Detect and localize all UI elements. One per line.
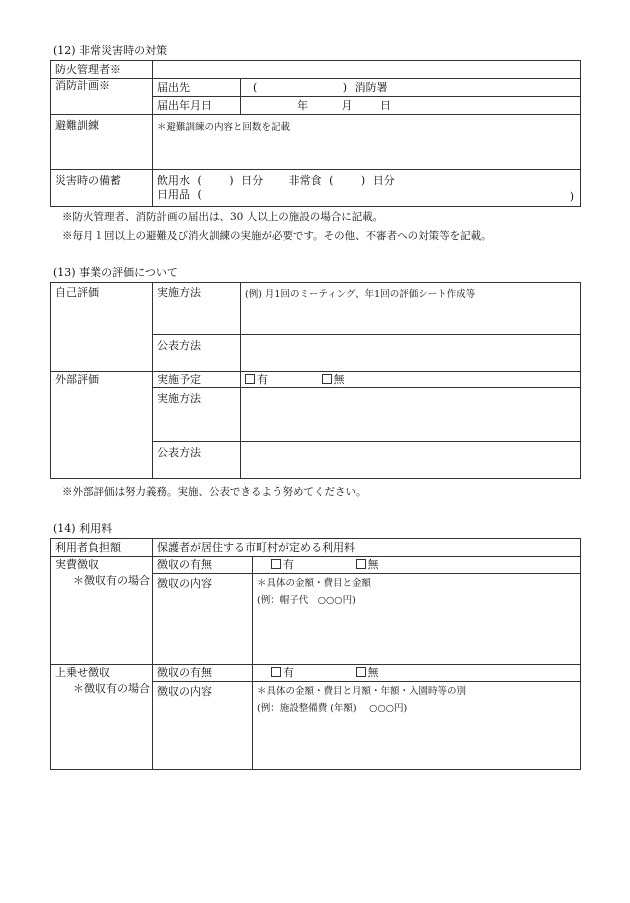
section-13-heading: (13) 事業の評価について bbox=[53, 266, 178, 279]
self-eval-label: 自己評価 bbox=[51, 283, 153, 372]
section-14-heading: (14) 利用料 bbox=[53, 522, 113, 535]
fire-manager-field[interactable] bbox=[153, 61, 581, 79]
extra-flag-label: 徴収の有無 bbox=[153, 665, 253, 682]
notify-to-label: 届出先 bbox=[153, 79, 241, 97]
plan-yes-checkbox[interactable] bbox=[245, 374, 255, 384]
notify-to-field[interactable]: ( ) 消防署 bbox=[241, 79, 581, 97]
actual-flag-label: 徴収の有無 bbox=[153, 557, 253, 574]
fire-plan-label: 消防計画※ bbox=[51, 79, 153, 115]
notify-date-label: 届出年月日 bbox=[153, 97, 241, 115]
ext-plan-field: 有 無 bbox=[241, 372, 581, 388]
extra-content-label: 徴収の内容 bbox=[153, 682, 253, 770]
disaster-table bbox=[50, 60, 581, 207]
drill-label: 避難訓練 bbox=[51, 115, 153, 170]
ext-eval-label: 外部評価 bbox=[51, 372, 153, 479]
actual-content-label: 徴収の内容 bbox=[153, 574, 253, 665]
ext-method-label: 実施方法 bbox=[153, 388, 241, 442]
method-example: (例) 月1回のミーティング、年1回の評価シート作成等 bbox=[245, 289, 476, 300]
actual-no-checkbox[interactable] bbox=[356, 559, 366, 569]
extra-content-field[interactable]: ＊具体の金額・費目と月額・年額・入園時等の別 (例：施設整備費 (年額) ○○○円) bbox=[253, 682, 581, 770]
user-burden-value: 保護者が居住する市町村が定める利用料 bbox=[153, 539, 581, 557]
notify-date-field[interactable]: 年 月 日 bbox=[241, 97, 581, 115]
self-method-field[interactable] bbox=[241, 283, 581, 335]
section-13-note: ※外部評価は努力義務。実施、公表できるよう努めてください。 bbox=[62, 486, 367, 498]
actual-flag-field: 有 無 bbox=[253, 557, 581, 574]
plan-no-checkbox[interactable] bbox=[322, 374, 332, 384]
stock-field[interactable]: 飲用水 ( ) 日分 非常食 ( ) 日分 日用品 ( ) bbox=[153, 170, 581, 207]
user-burden-label: 利用者負担額 bbox=[51, 539, 153, 557]
drill-field[interactable] bbox=[153, 115, 581, 170]
actual-cost-cell: 実費徴収 ＊徴収有の場合 bbox=[51, 557, 153, 665]
drill-hint: ＊避難訓練の内容と回数を記載 bbox=[157, 122, 291, 133]
fire-manager-label: 防火管理者※ bbox=[51, 61, 153, 79]
evaluation-table bbox=[50, 282, 581, 479]
fee-table bbox=[50, 538, 581, 770]
self-publish-field[interactable] bbox=[241, 335, 581, 372]
ext-publish-field[interactable] bbox=[241, 442, 581, 479]
extra-yes-checkbox[interactable] bbox=[271, 667, 281, 677]
stock-label: 災害時の備蓄 bbox=[51, 170, 153, 207]
extra-no-checkbox[interactable] bbox=[356, 667, 366, 677]
section-12-note1: ※防火管理者、消防計画の届出は、30 人以上の施設の場合に記載。 bbox=[62, 211, 384, 223]
actual-content-field[interactable]: ＊具体の金額・費目と金額 (例：帽子代 ○○○円) bbox=[253, 574, 581, 665]
self-method-label: 実施方法 bbox=[153, 283, 241, 335]
ext-plan-label: 実施予定 bbox=[153, 372, 241, 388]
section-12-heading: (12) 非常災害時の対策 bbox=[53, 44, 168, 57]
self-publish-label: 公表方法 bbox=[153, 335, 241, 372]
section-12-note2: ※毎月１回以上の避難及び消火訓練の実施が必要です。その他、不審者への対策等を記載。 bbox=[62, 230, 492, 242]
extra-cost-cell: 上乗せ徴収 ＊徴収有の場合 bbox=[51, 665, 153, 770]
fire-station-label: 消防署 bbox=[354, 80, 388, 94]
ext-publish-label: 公表方法 bbox=[153, 442, 241, 479]
extra-flag-field: 有 無 bbox=[253, 665, 581, 682]
actual-yes-checkbox[interactable] bbox=[271, 559, 281, 569]
ext-method-field[interactable] bbox=[241, 388, 581, 442]
